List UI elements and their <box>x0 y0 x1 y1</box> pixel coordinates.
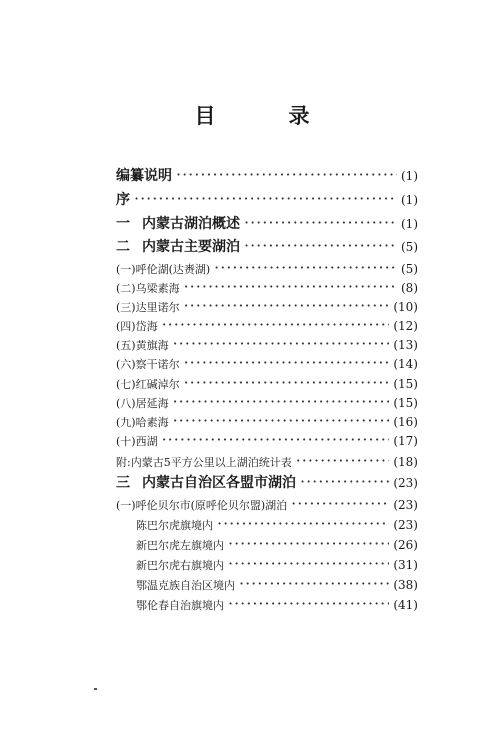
toc-entry-label: (三)达里诺尔 <box>116 301 180 314</box>
toc-entry[interactable] <box>116 296 418 315</box>
toc-entry-label: 鄂温克族自治区境内 <box>136 579 235 592</box>
toc-entry[interactable] <box>116 392 418 411</box>
toc-entry-title: 内蒙古湖泊概述 <box>142 216 240 232</box>
toc-entry[interactable] <box>136 534 418 553</box>
toc-entry-page: (1) <box>401 217 418 231</box>
toc-entry-label: 新巴尔虎右旗境内 <box>136 559 224 572</box>
toc-leader-dots <box>176 165 397 184</box>
toc-entry-page: (8) <box>401 281 418 295</box>
toc-entry-page: (18) <box>393 455 418 469</box>
toc-entry-label: 编纂说明 <box>116 168 172 184</box>
toc-entry[interactable] <box>116 189 418 209</box>
toc-entry-page: (10) <box>393 300 418 314</box>
toc-entry-number: 二 <box>116 239 130 255</box>
toc-entry-page: (26) <box>393 538 418 552</box>
toc-leader-dots <box>244 236 397 255</box>
toc-entry-label <box>116 236 240 256</box>
toc-entry[interactable] <box>116 277 418 296</box>
toc-entry-page: (23) <box>393 498 418 512</box>
toc-entry[interactable] <box>116 494 418 513</box>
toc-entry-page: (31) <box>393 558 418 572</box>
toc-entry-label <box>116 472 296 492</box>
toc-entry-label: (一)呼伦贝尔市(原呼伦贝尔盟)湖泊 <box>116 499 288 512</box>
toc-entry[interactable] <box>116 213 418 233</box>
toc-entry-label: (二)乌梁素海 <box>116 282 180 295</box>
toc-entry[interactable] <box>136 574 418 593</box>
toc-entry-label: 附:内蒙古5平方公里以上湖泊统计表 <box>116 456 292 469</box>
toc-entry[interactable] <box>136 594 418 613</box>
toc-entry[interactable] <box>116 411 418 430</box>
toc-entry[interactable] <box>116 373 418 392</box>
toc-entry-page: (17) <box>393 434 418 448</box>
toc-leader-dots <box>184 353 390 372</box>
toc-leader-dots <box>217 514 389 533</box>
toc-entry-label: 序 <box>116 192 130 208</box>
toc-entry-label: (六)察干诺尔 <box>116 358 180 371</box>
toc-leader-dots <box>228 594 389 613</box>
toc-entry-page: (23) <box>393 518 418 532</box>
toc-leader-dots <box>228 534 389 553</box>
toc-entry-label: (一)呼伦湖(达赉湖) <box>116 263 211 276</box>
toc-entry-label <box>116 213 240 233</box>
toc-entry[interactable] <box>136 554 418 573</box>
toc-leader-dots <box>300 472 389 491</box>
toc-entry-page: (5) <box>401 240 418 254</box>
toc-entry-page: (13) <box>393 338 418 352</box>
toc-entry-label: 新巴尔虎左旗境内 <box>136 539 224 552</box>
toc-entry-label: 鄂伦春自治旗境内 <box>136 599 224 612</box>
toc-leader-dots <box>173 411 390 430</box>
toc-entry-number: 三 <box>116 475 130 491</box>
toc-leader-dots <box>296 451 390 470</box>
toc-entry[interactable] <box>116 430 418 449</box>
toc-leader-dots <box>173 392 390 411</box>
toc-entry-label: (五)黄旗海 <box>116 339 169 352</box>
toc-leader-dots <box>173 334 390 353</box>
toc-entry[interactable] <box>116 165 418 185</box>
toc-leader-dots <box>162 315 390 334</box>
page-title: 目 录 <box>194 104 336 128</box>
toc-entry[interactable] <box>116 472 418 492</box>
toc-leader-dots <box>134 189 397 208</box>
toc-entry-page: (12) <box>393 319 418 333</box>
toc-leader-dots <box>184 296 390 315</box>
toc-entry-number: 一 <box>116 216 130 232</box>
toc-entry[interactable] <box>116 236 418 256</box>
toc-entry-page: (23) <box>393 476 418 490</box>
toc-entry[interactable] <box>116 315 418 334</box>
toc-entry[interactable] <box>136 514 418 533</box>
toc-entry-label: (四)岱海 <box>116 320 158 333</box>
toc-entry-label: (十)西湖 <box>116 435 158 448</box>
toc-entry-label: (七)红碱淖尔 <box>116 378 180 391</box>
toc-entry-title: 内蒙古主要湖泊 <box>142 239 240 255</box>
toc-entry-page: (5) <box>401 262 418 276</box>
toc-leader-dots <box>291 494 389 513</box>
toc-entry[interactable] <box>116 334 418 353</box>
toc-entry[interactable] <box>116 353 418 372</box>
toc-entry-page: (1) <box>401 169 418 183</box>
toc-leader-dots <box>162 430 390 449</box>
toc-leader-dots <box>184 373 390 392</box>
toc-entry[interactable] <box>116 258 418 277</box>
toc-leader-dots <box>214 258 397 277</box>
toc-leader-dots <box>239 574 389 593</box>
toc-entry-page: (16) <box>393 415 418 429</box>
toc-entry-page: (15) <box>393 377 418 391</box>
toc-entry[interactable] <box>116 451 418 470</box>
toc-entry-page: (15) <box>393 396 418 410</box>
toc-leader-dots <box>244 213 397 232</box>
toc-entry-page: (1) <box>401 193 418 207</box>
toc-entry-label: (八)居延海 <box>116 397 169 410</box>
toc-entry-label: (九)哈素海 <box>116 416 169 429</box>
toc-entry-page: (41) <box>393 598 418 612</box>
toc-leader-dots <box>184 277 397 296</box>
toc-entry-page: (14) <box>393 357 418 371</box>
toc-leader-dots <box>228 554 389 573</box>
toc-entry-page: (38) <box>393 578 418 592</box>
toc-entry-title: 内蒙古自治区各盟市湖泊 <box>142 475 296 491</box>
scan-speck <box>94 688 97 690</box>
toc-entry-label: 陈巴尔虎旗境内 <box>136 519 213 532</box>
